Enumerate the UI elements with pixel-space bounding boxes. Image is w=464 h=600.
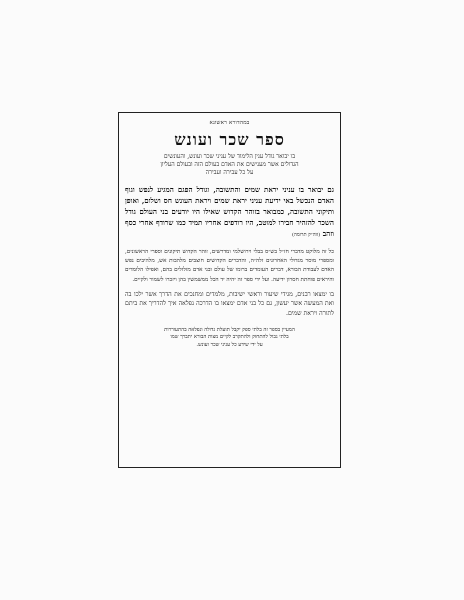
source-citation: (זוה״ק תרומה) [291, 232, 321, 239]
footer-line: המעיין בספר זה בלתי ספק יקבל תועלת גדולה ונפלאה בהתעוררות [164, 326, 295, 333]
footer-line: על ידי שידע כל עניני שכר ועונש. [196, 341, 263, 348]
main-paragraph-text: גם יבואר בו עניני יראת שמים והתשובה, וגודל הפגם המגיע לנפש וגוף האדם הנכשל באי ידיעת עניני יראת שמים ויראת העונש חס ושלום, ואופן ותיקוני התשובה, כמבואר בזוהר הקדוש שאילו היו יודעים בני העולם גודל השכר להזהיר חבירו למוטב, היו רודפים אחריו תמיד כמו שרודף אחרי כסף וזהב [125, 184, 334, 239]
subtitle-line: על כל עבירה ועבירה [205, 169, 254, 177]
audience-paragraph: בו ימצאו רבנים, מגידי שיעור וראשי ישיבות, מלמדים ומחנכים את הדרך אשר ילכו בה ואת המעשה אשר יעשון, גם כל בני אדם ימצאו בו הדרכה נפלאה איך להדריך את ביתם לתורה ויראת שמים. [125, 290, 334, 317]
subtitle-line: הגדולים אשר מענישים את האדם בעולם הזה ובעולם העליון [160, 161, 299, 169]
main-paragraph [125, 184, 334, 242]
notice-box [118, 112, 341, 468]
body-paragraph: כל זה מלוקט מדברי חז״ל בש״ס בבלי וירושלמי ומדרשים, זוהר הקדוש תיקונים וספרי הראשונים, ומספרי מוסר מגדולי האחרונים זלה״ה, והדברים הקדושים חוצבים מלהבות אש, מלהיבים נפש האדם לעבודת הבורא, דברים העומדים ברומו של עולם ובני אדם מזלזלים בהם, ואפילו הלומדים והיראים פוחתת חסרון ידיעה. ועל ידי ספר זה יהיה יד הכל ממשמשין בהן ויזכרו לשמור ולקיים. [125, 248, 334, 283]
edition-label: במהדורא ראשונא [209, 120, 250, 126]
subtitle-line: בו יבואר גודל ענין הלימוד של עניני שכר ועונש, והעונשים [163, 153, 296, 160]
footer-block [125, 327, 334, 350]
footer-line: בלתי גבול להתחזק ולהתקרב לקיים מצות הבורא יתברך שמו [170, 334, 289, 341]
subtitle-block [125, 153, 334, 178]
book-title: ספר שכר ועונש [174, 130, 285, 149]
